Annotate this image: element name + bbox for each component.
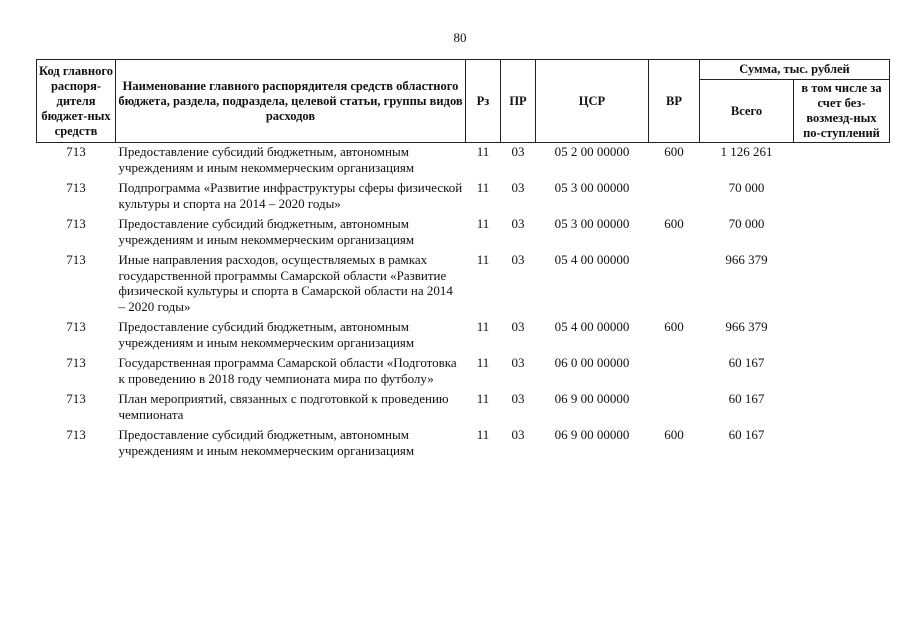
cell-pr: 03: [511, 252, 525, 267]
table-row: [37, 354, 890, 390]
cell-rz: 11: [476, 319, 490, 334]
table-row: [37, 215, 890, 251]
cell-free: [794, 426, 890, 462]
cell-code: 713: [66, 427, 86, 442]
cell-vr: 600: [664, 427, 684, 442]
header-total: Всего: [700, 80, 794, 143]
cell-vr: [649, 354, 700, 390]
cell-csr: 05 3 00 00000: [554, 216, 630, 231]
cell-pr: 03: [511, 355, 525, 370]
table-row: [37, 318, 890, 354]
cell-csr: 06 9 00 00000: [554, 391, 630, 406]
table-row: [37, 426, 890, 462]
cell-vr: 600: [664, 319, 684, 334]
header-free: в том числе за счет без-возмезд-ных по-ступлений: [794, 80, 890, 143]
cell-csr: 05 4 00 00000: [554, 252, 630, 267]
cell-free: [794, 390, 890, 426]
cell-name: Предоставление субсидий бюджетным, автономным учреждениям и иным некоммерческим организациям: [118, 319, 415, 350]
cell-total: 70 000: [728, 216, 765, 231]
cell-code: 713: [66, 391, 86, 406]
header-vr: ВР: [649, 60, 700, 143]
header-csr: ЦСР: [536, 60, 649, 143]
cell-name: План мероприятий, связанных с подготовкой к проведению чемпионата: [118, 391, 449, 422]
cell-rz: 11: [476, 252, 490, 267]
header-code: Код главного распоря-дителя бюджет-ных средств: [37, 60, 116, 143]
cell-vr: [649, 251, 700, 318]
cell-rz: 11: [476, 180, 490, 195]
cell-vr: [649, 179, 700, 215]
cell-name: Предоставление субсидий бюджетным, автономным учреждениям и иным некоммерческим организациям: [118, 427, 415, 458]
page-number: 80: [453, 30, 467, 45]
cell-free: [794, 318, 890, 354]
cell-csr: 06 0 00 00000: [554, 355, 630, 370]
budget-table: [36, 59, 890, 462]
cell-pr: 03: [511, 391, 525, 406]
table-row: [37, 251, 890, 318]
header-name: Наименование главного распорядителя средств областного бюджета, раздела, подраздела, целевой статьи, группы видов расходов: [116, 60, 466, 143]
cell-pr: 03: [511, 427, 525, 442]
table-header: [37, 60, 890, 143]
cell-code: 713: [66, 319, 86, 334]
cell-rz: 11: [476, 355, 490, 370]
cell-free: [794, 215, 890, 251]
cell-code: 713: [66, 355, 86, 370]
table-row: [37, 179, 890, 215]
cell-free: [794, 251, 890, 318]
cell-total: 1 126 261: [720, 144, 773, 159]
cell-code: 713: [66, 252, 86, 267]
table-body: [37, 143, 890, 463]
header-rz: Рз: [466, 60, 501, 143]
cell-total: 966 379: [725, 252, 768, 267]
cell-vr: 600: [664, 216, 684, 231]
cell-free: [794, 354, 890, 390]
cell-total: 60 167: [728, 355, 765, 370]
header-sum: Сумма, тыс. рублей: [700, 60, 890, 80]
cell-csr: 05 3 00 00000: [554, 180, 630, 195]
cell-name: Государственная программа Самарской области «Подготовка к проведению в 2018 году чемпионата мира по футболу»: [118, 355, 457, 386]
cell-rz: 11: [476, 427, 490, 442]
cell-code: 713: [66, 216, 86, 231]
cell-free: [794, 143, 890, 180]
cell-name: Иные направления расходов, осуществляемых в рамках государственной программы Самарской области «Развитие физической культуры и спорта в Самарской области на 2014 – 2020 годы»: [118, 252, 453, 314]
cell-pr: 03: [511, 319, 525, 334]
cell-pr: 03: [511, 180, 525, 195]
cell-vr: [649, 390, 700, 426]
header-pr: ПР: [501, 60, 536, 143]
table-row: [37, 390, 890, 426]
cell-csr: 05 2 00 00000: [554, 144, 630, 159]
cell-name: Предоставление субсидий бюджетным, автономным учреждениям и иным некоммерческим организациям: [118, 144, 415, 175]
table-row: [37, 143, 890, 180]
cell-vr: 600: [664, 144, 684, 159]
cell-rz: 11: [476, 391, 490, 406]
cell-total: 966 379: [725, 319, 768, 334]
cell-rz: 11: [476, 144, 490, 159]
cell-name: Подпрограмма «Развитие инфраструктуры сферы физической культуры и спорта на 2014 – 2020 годы»: [118, 180, 463, 211]
cell-total: 60 167: [728, 391, 765, 406]
cell-csr: 06 9 00 00000: [554, 427, 630, 442]
cell-code: 713: [66, 180, 86, 195]
cell-name: Предоставление субсидий бюджетным, автономным учреждениям и иным некоммерческим организациям: [118, 216, 415, 247]
cell-total: 60 167: [728, 427, 765, 442]
cell-code: 713: [66, 144, 86, 159]
cell-rz: 11: [476, 216, 490, 231]
cell-csr: 05 4 00 00000: [554, 319, 630, 334]
cell-total: 70 000: [728, 180, 765, 195]
cell-pr: 03: [511, 216, 525, 231]
cell-pr: 03: [511, 144, 525, 159]
cell-free: [794, 179, 890, 215]
